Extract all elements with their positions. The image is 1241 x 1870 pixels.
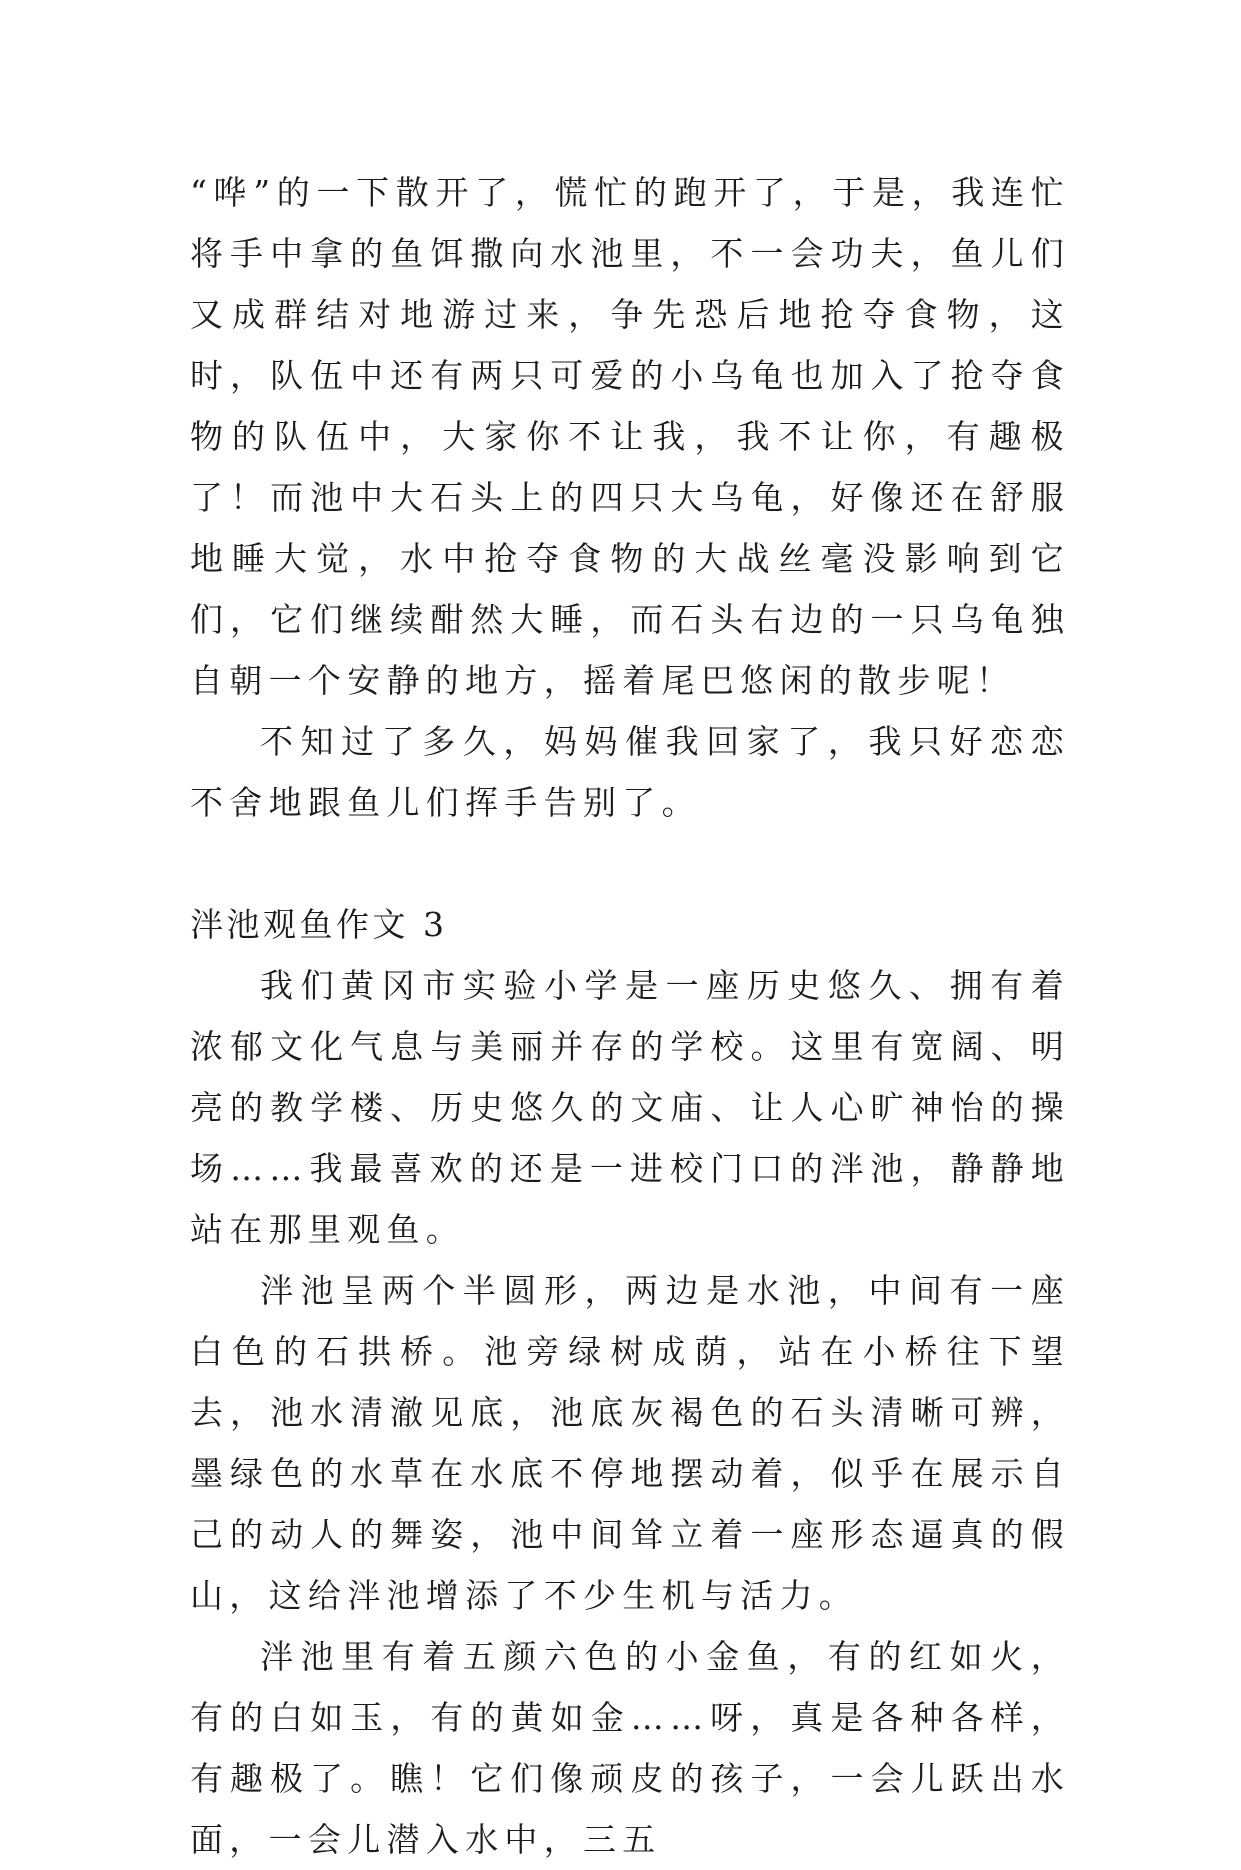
section-title: 泮池观鱼作文 3: [190, 905, 448, 944]
paragraph-farewell: 不知过了多久，妈妈催我回家了，我只好恋恋不舍地跟鱼儿们挥手告别了。: [190, 722, 1070, 822]
paragraph-school-intro: 我们黄冈市实验小学是一座历史悠久、拥有着浓郁文化气息与美丽并存的学校。这里有宽阔、明亮的教学楼、历史悠久的文庙、让人心旷神怡的操场……我最喜欢的还是一进校门口的泮池，静静地站在那里观鱼。: [190, 966, 1070, 1249]
paragraph-goldfish: 泮池里有着五颜六色的小金鱼，有的红如火，有的白如玉，有的黄如金……呀，真是各种各样，有趣极了。瞧！它们像顽皮的孩子，一会儿跃出水面，一会儿潜入水中，三五: [190, 1637, 1070, 1859]
paragraph-continuation: “哗”的一下散开了，慌忙的跑开了，于是，我连忙将手中拿的鱼饵撒向水池里，不一会功夫，鱼儿们又成群结对地游过来，争先恐后地抢夺食物，这时，队伍中还有两只可爱的小乌龟也加入了抢夺食物的队伍中，大家你不让我，我不让你，有趣极了！而池中大石头上的四只大乌龟，好像还在舒服地睡大觉，水中抢夺食物的大战丝毫没影响到它们，它们继续酣然大睡，而石头右边的一只乌龟独自朝一个安静的地方，摇着尾巴悠闲的散步呢！: [190, 173, 1070, 700]
document-body: [190, 162, 1070, 1870]
paragraph-pond-description: 泮池呈两个半圆形，两边是水池，中间有一座白色的石拱桥。池旁绿树成荫，站在小桥往下望去，池水清澈见底，池底灰褐色的石头清晰可辨，墨绿色的水草在水底不停地摆动着，似乎在展示自己的动人的舞姿，池中间耸立着一座形态逼真的假山，这给泮池增添了不少生机与活力。: [190, 1271, 1070, 1615]
